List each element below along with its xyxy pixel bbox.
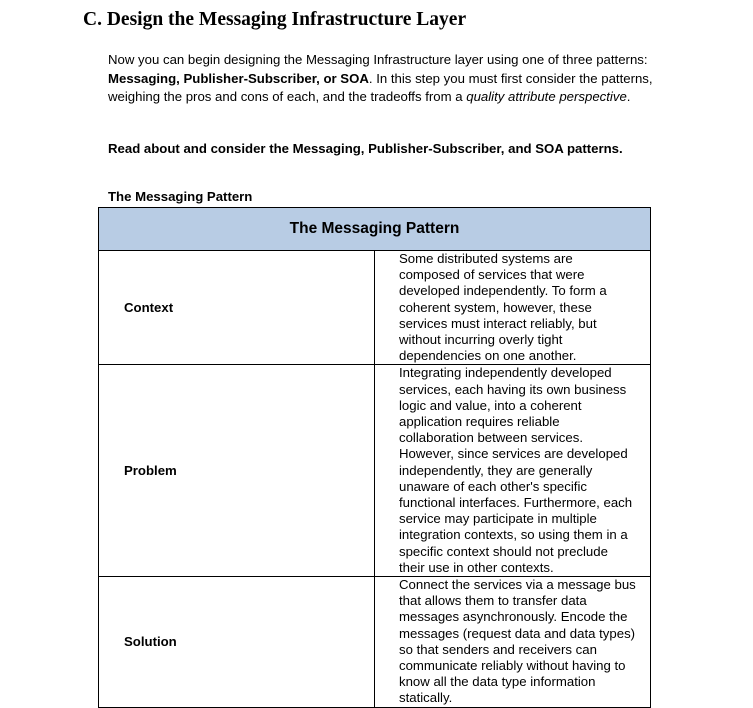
intro-text-3: . xyxy=(626,89,631,104)
table-row-problem xyxy=(99,365,651,577)
table-caption: The Messaging Pattern xyxy=(108,189,253,204)
messaging-pattern-table xyxy=(98,207,651,708)
row-text-problem: Integrating independently developed services, each having its own business logic and value, into a coherent application requires reliable collaboration between services. However, since services are developed independently, they are generally unaware of each other's specific functional interfaces. Furthermore, each service may participate in multiple integration contexts, so using them in a specific context should not preclude their use in other contexts. xyxy=(375,365,651,577)
intro-paragraph xyxy=(108,51,708,107)
intro-italic: quality attribute perspective xyxy=(466,89,627,104)
intro-patterns: Messaging, Publisher-Subscriber, or SOA xyxy=(108,70,369,86)
row-label-solution: Solution xyxy=(99,577,375,708)
instruction-line: Read about and consider the Messaging, Publisher-Subscriber, and SOA patterns. xyxy=(108,141,623,156)
intro-text-1: Now you can begin designing the Messaging Infrastructure layer using one of three patterns: xyxy=(108,52,648,67)
intro-text-2: . In this step you must first consider the patterns, weighing the pros and cons of each, and the tradeoffs from a xyxy=(108,70,653,104)
table-header: The Messaging Pattern xyxy=(99,208,651,251)
table-row-context xyxy=(99,251,651,365)
row-label-problem: Problem xyxy=(99,365,375,577)
row-label-context: Context xyxy=(99,251,375,365)
section-heading: C. Design the Messaging Infrastructure Layer xyxy=(83,9,467,30)
table-row-solution xyxy=(99,577,651,708)
row-text-solution: Connect the services via a message bus that allows them to transfer data messages asynchronously. Encode the messages (request data and data types) so that senders and receivers can communicate reliably without having to know all the data type information statically. xyxy=(375,577,651,708)
table-header-row xyxy=(99,208,651,251)
row-text-context: Some distributed systems are composed of services that were developed independently. To form a coherent system, however, these services must interact reliably, but without incurring overly tight dependencies on one another. xyxy=(375,251,651,365)
